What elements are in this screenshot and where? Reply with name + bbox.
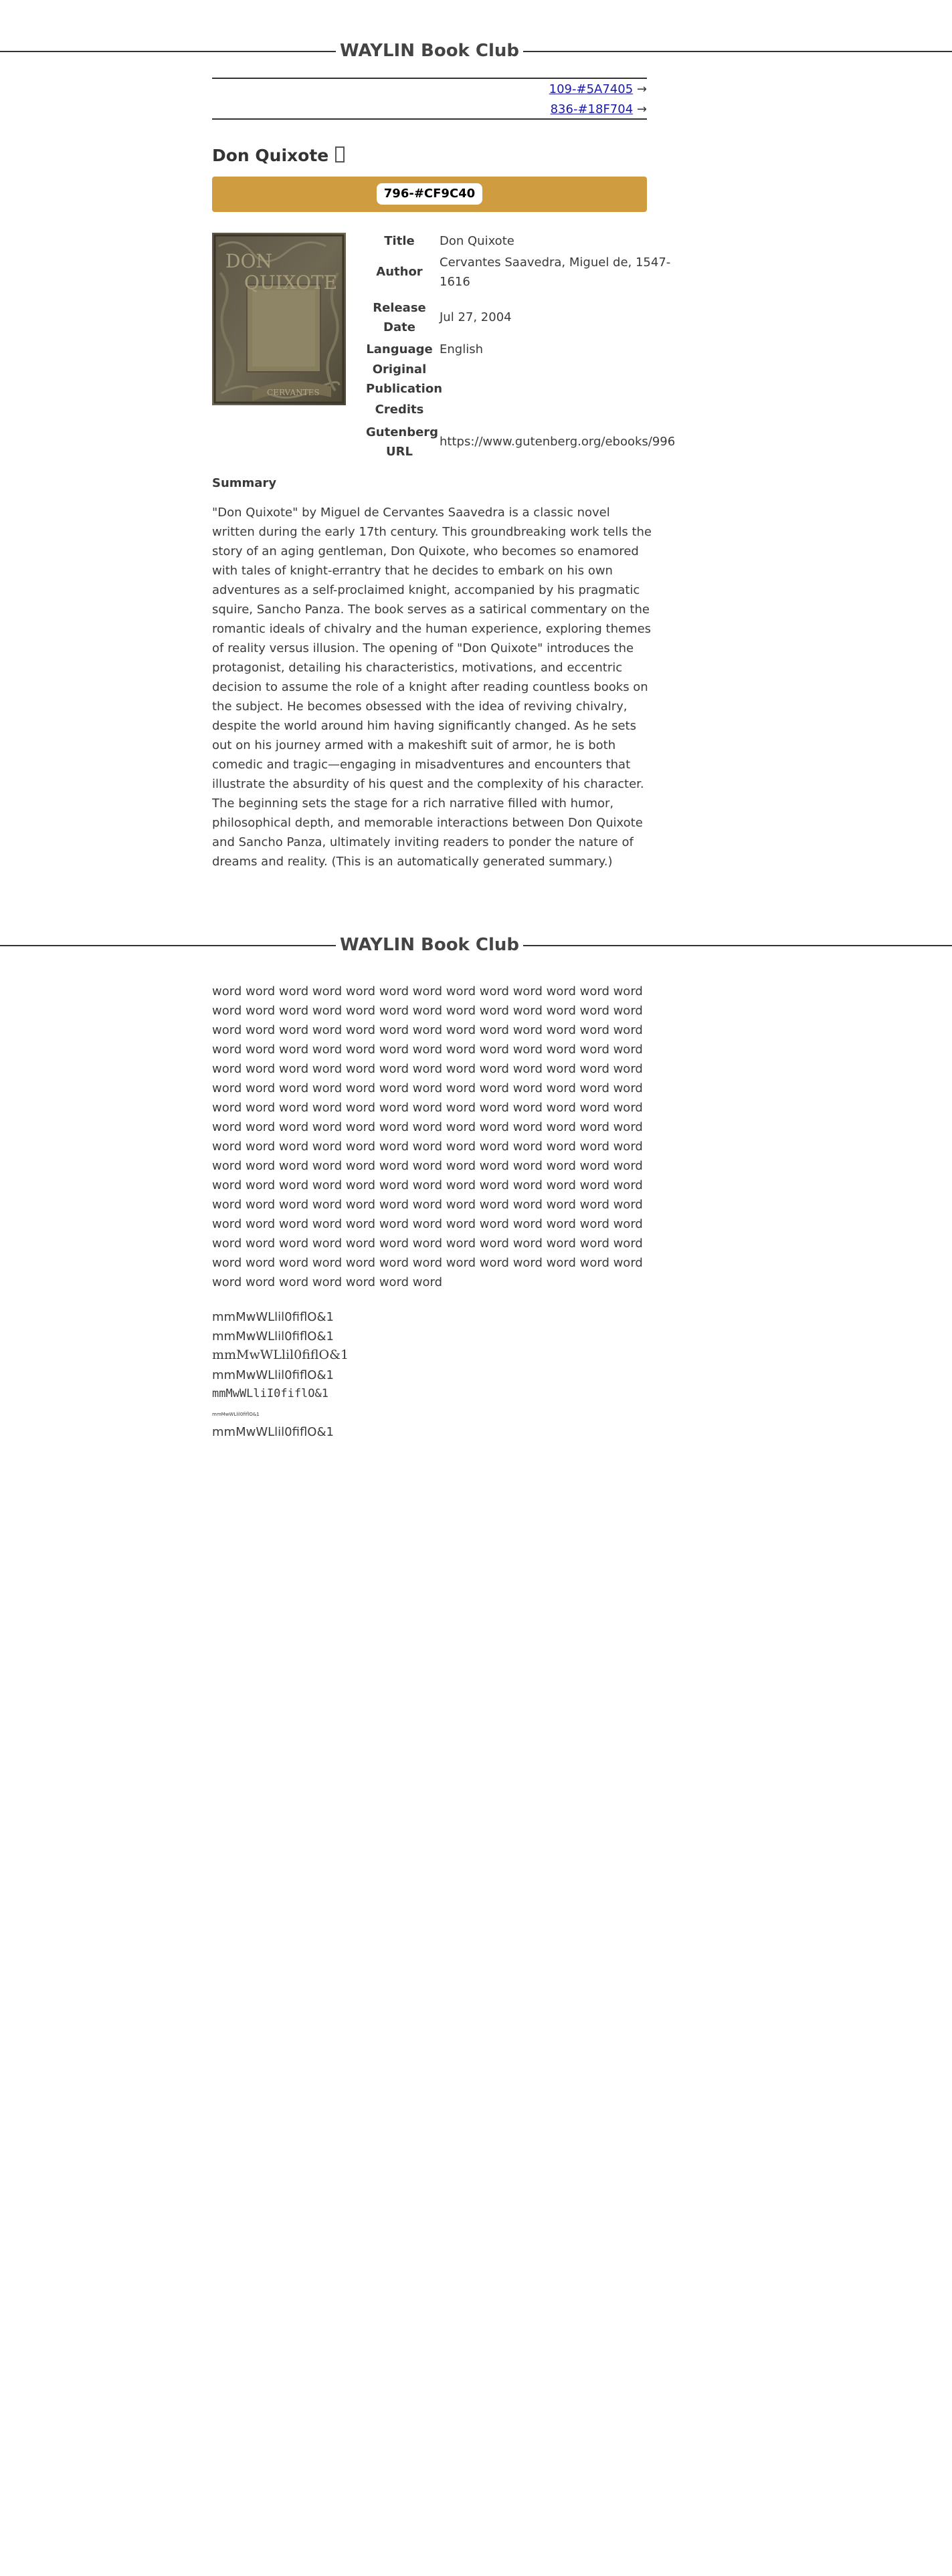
banner-rule-right — [523, 945, 952, 946]
book-heading — [212, 146, 345, 165]
detail-value: Jul 27, 2004 — [440, 310, 512, 324]
detail-label: Title — [384, 234, 415, 248]
color-badge: 796-#CF9C40 — [377, 183, 482, 205]
glyph-sample-line: mmMwWLlil0fiflO&1 — [212, 1310, 334, 1324]
divider — [212, 78, 647, 79]
related-links — [212, 80, 647, 120]
detail-label: Credits — [375, 403, 424, 417]
cover-title-text: DON — [225, 250, 272, 272]
arrow-icon: → — [636, 102, 647, 116]
site-title: WAYLIN Book Club — [339, 935, 520, 955]
cover-title-text: QUIXOTE — [244, 272, 338, 294]
site-banner-mid — [0, 932, 952, 958]
site-banner-top — [0, 37, 952, 64]
detail-label: Gutenberg URL — [366, 425, 439, 459]
banner-rule-right — [523, 51, 952, 52]
related-link[interactable]: 109-#5A7405 — [549, 82, 634, 96]
detail-value: Don Quixote — [440, 234, 514, 248]
summary-text: "Don Quixote" by Miguel de Cervantes Saavedra is a classic novel written during the early 17th century. This groundbreaking work tells the story of an aging gentleman, Don Quixote, who becomes so enamored with tales of knight-errantry that he decides to embark on his own adventures as a self-proclaimed knight, accompanied by his pragmatic squire, Sancho Panza. The book serves as a satirical commentary on the romantic ideals of chivalry and the human experience, exploring themes of reality versus illusion. The opening of "Don Quixote" introduces the protagonist, detailing his characteristics, motivations, and eccentric decision to assume the role of a knight after reading countless books on the subject. He becomes obsessed with the idea of reviving chivalry, despite the world around him having significantly changed. As he sets out on his journey armed with a makeshift suit of armor, he is both comedic and tragic—engaging in misadventures and encounters that illustrate the absurdity of his quest and the complexity of his character. The beginning sets the stage for a rich narrative filled with humor, philosophical depth, and memorable interactions between Don Quixote and Sancho Panza, ultimately inviting readers to ponder the nature of dreams and reality. (This is an automatically generated summary.) — [212, 506, 652, 869]
cover-panel-inner — [252, 290, 315, 366]
glyph-sample-line: mmMwWLlil0fiflO&1 — [212, 1329, 334, 1344]
related-link-row — [212, 100, 647, 120]
divider — [212, 118, 647, 120]
detail-label: Original Publication — [366, 362, 443, 396]
site-title: WAYLIN Book Club — [339, 41, 520, 61]
cover-banner-text: CERVANTES — [267, 388, 320, 397]
glyph-sample-line-tiny: mmMwWLlil0fiflO&1 — [212, 1412, 260, 1417]
banner-rule-left — [0, 945, 336, 946]
detail-label: Language — [366, 342, 433, 356]
detail-label: Release Date — [373, 301, 426, 334]
banner-rule-left — [0, 51, 336, 52]
detail-value: English — [440, 342, 483, 356]
glyph-sample-line: mmMwWLlil0fiflO&1 — [212, 1368, 334, 1382]
detail-value: https://www.gutenberg.org/ebooks/996 — [440, 435, 676, 449]
color-band — [212, 177, 647, 212]
arrow-icon: → — [636, 82, 647, 96]
glyph-sample-line-serif: mmMwWLlil0fiflO&1 — [212, 1348, 349, 1362]
glyph-sample-line-mono: mmMwWLliI0fiflO&1 — [212, 1387, 328, 1400]
related-link[interactable]: 836-#18F704 — [550, 102, 634, 116]
related-link-row — [212, 80, 647, 100]
book-title: Don Quixote — [212, 146, 329, 165]
detail-label: Author — [376, 265, 423, 279]
filler-paragraph: word word word word word word word word word word word word word word word word word word word word word word word word word word word word word word word word word word word word word word word word word word word word word word word word word word word word word word word word word word word word word word word word word word word word word word word word word word word word word word word word word word word word word word word word word word word word word word word word word word word word word word word word word word word word word word word word word word word word word word word word word word word word word word word word word word word word word word word word word word word word word word word word word word word word word word word word word word word word word word word word word word word word word word word word word word word word word word word word word word word word word word word word word word word word word word word word word word word word word word word word word word — [212, 984, 643, 1289]
bookmark-icon — [335, 146, 345, 163]
glyph-sample-line: mmMwWLlil0fiflO&1 — [212, 1425, 334, 1439]
book-cover-image — [212, 233, 346, 405]
detail-value: Cervantes Saavedra, Miguel de, 1547-1616 — [440, 255, 671, 289]
summary-heading: Summary — [212, 476, 277, 490]
